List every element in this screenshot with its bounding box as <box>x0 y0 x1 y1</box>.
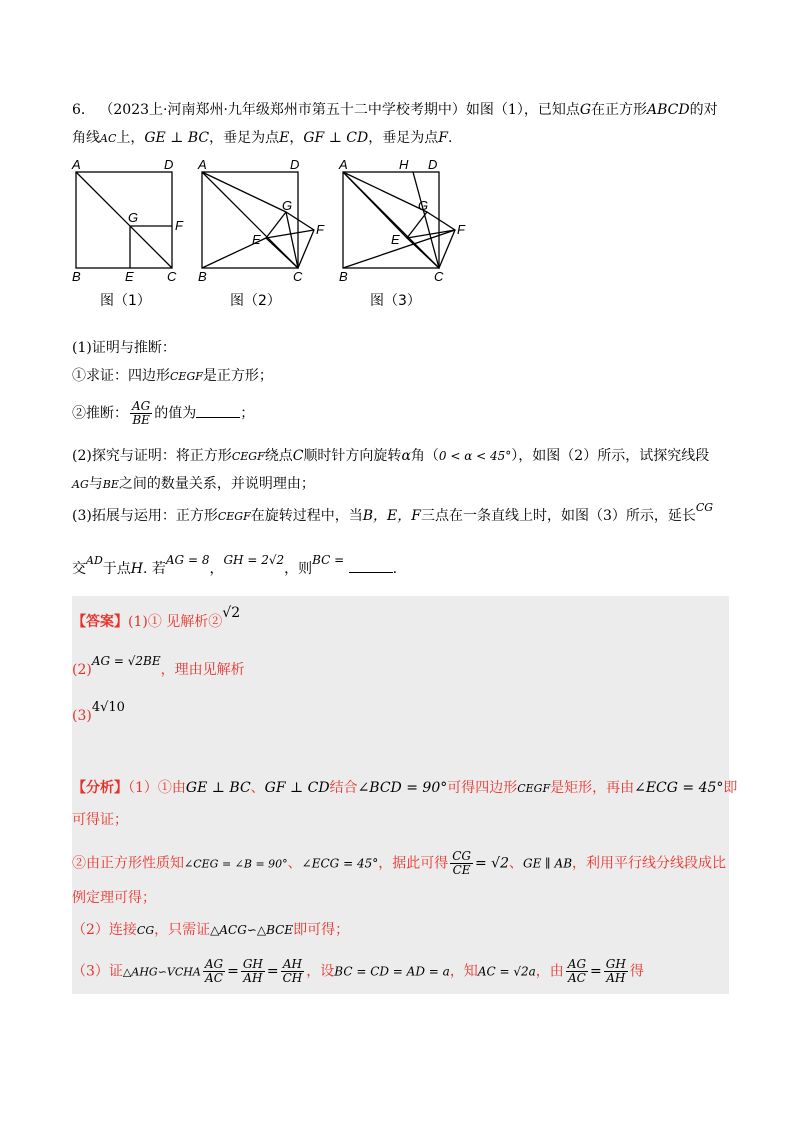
analysis-line-3 <box>72 850 726 877</box>
stem-text: . <box>447 130 453 146</box>
part-text: . 若 <box>142 561 166 577</box>
fraction-numerator: CG <box>452 849 471 863</box>
answer-line-2 <box>72 654 245 680</box>
part-text: 角（ <box>410 448 439 464</box>
question-number: 6． <box>72 102 95 118</box>
fraction-denominator: AH <box>243 971 263 985</box>
stem-text: ，垂足为点 <box>368 130 439 146</box>
math-expr: GE ∥ AB <box>523 856 573 871</box>
analysis-text: 即可得； <box>293 922 350 938</box>
stem-text: ， <box>289 130 304 146</box>
point-label: E <box>279 130 290 146</box>
label-d: D <box>290 158 300 172</box>
square-name: CEGF <box>517 782 551 795</box>
label-b: B <box>72 269 81 283</box>
square-name: CEGF <box>217 510 251 523</box>
math-expr: ∠ECG = 45° <box>301 856 379 871</box>
segment-label: AG <box>72 478 89 491</box>
answer-text: (3) <box>72 708 92 724</box>
analysis-line-2: 可得证； <box>72 812 128 828</box>
fraction-numerator: AH <box>281 958 305 972</box>
fraction-cg-ce <box>450 850 473 877</box>
stem-text: 角线 <box>72 130 100 146</box>
question-line-1 <box>72 100 718 120</box>
part-text: ②推断： <box>72 405 128 422</box>
analysis-text: 、 <box>250 780 265 796</box>
answer-text: (2) <box>72 662 92 678</box>
math-expr: ∠ECG = 45° <box>634 780 724 796</box>
label-a: A <box>198 158 207 172</box>
label-a: A <box>339 158 348 172</box>
analysis-line-4: 例定理可得； <box>72 890 156 906</box>
part-text: 交 <box>72 561 86 577</box>
math-expr: BC = <box>312 553 345 567</box>
analysis-line-5 <box>72 920 349 941</box>
math-expr: GF ⊥ CD <box>264 780 330 796</box>
segment-cg <box>286 212 298 268</box>
analysis-text: 、 <box>287 855 302 872</box>
part-text: 绕点 <box>264 448 293 464</box>
analysis-text: 可得四边形 <box>447 780 518 796</box>
part-text: 之间的数量关系，并说明理由； <box>118 476 315 492</box>
segment-label: CG <box>136 924 155 937</box>
label-g: G <box>418 198 429 213</box>
fraction-denominator: CH <box>282 971 303 985</box>
fraction-numerator: GH <box>242 957 263 971</box>
square-name: CEGF <box>231 450 265 463</box>
label-d: D <box>428 158 438 172</box>
part-text: ； <box>240 405 255 422</box>
question-source: （2023上·河南郑州·九年级郑州市第五十二中学校考期中） <box>99 102 466 118</box>
analysis-text: 即 <box>723 780 738 796</box>
part-text: 顺时针方向旋转 <box>303 448 402 464</box>
analysis-text: 、 <box>509 855 524 872</box>
angle-range: 0 < α < 45° <box>438 449 512 463</box>
segment-label: CG <box>695 501 714 514</box>
answer-value: AG = √2BE <box>91 654 161 668</box>
part-1b <box>72 400 254 427</box>
part-2-line-1 <box>72 446 709 467</box>
label-f: F <box>175 218 183 233</box>
fraction-ag-be <box>130 400 152 427</box>
square-name: ABCD <box>647 102 690 118</box>
part-text: ①求证：四边形 <box>72 368 170 384</box>
stem-text: ，垂足为点 <box>209 130 280 146</box>
fraction-numerator: AG <box>132 399 151 413</box>
label-a: A <box>72 158 81 172</box>
answer-tag: 【答案】 <box>72 614 128 630</box>
answer-line-3 <box>72 700 125 727</box>
segment-ch <box>413 172 439 268</box>
fraction-denominator: AC <box>567 971 586 985</box>
label-f: F <box>457 222 465 237</box>
diagonal-ac <box>76 172 172 268</box>
angle-symbol: α <box>401 448 411 464</box>
answer-blank[interactable] <box>349 558 393 573</box>
label-f: F <box>316 222 324 237</box>
part-3-line-2 <box>72 553 398 580</box>
fraction-denominator: AC <box>205 971 223 985</box>
analysis-text: ，据此可得 <box>378 855 449 872</box>
figure-3 <box>335 158 475 287</box>
math-expr: BC = CD = AD = a <box>334 964 450 979</box>
fraction-numerator: GH <box>605 957 626 971</box>
analysis-line-1 <box>72 778 737 799</box>
fraction-numerator: AG <box>204 957 224 971</box>
analysis-line-6: （3）证△AHG∽VCHA $\frac{AG}{AC}$ = $\frac{GH}{AH}$ = $\frac{AH}{CH}$ ，设BC = CD = AD = a，知AC = √2a，由 $\frac{AG}{AC}$ = $\frac{GH}{AH}$ 得 <box>72 957 644 985</box>
math-expr: GE ⊥ BC <box>144 130 210 146</box>
figure-2 <box>194 158 334 287</box>
analysis-text: ，设 <box>306 963 335 980</box>
label-g: G <box>282 198 293 213</box>
analysis-tag: 【分析】 <box>72 780 128 796</box>
label-h: H <box>399 158 409 172</box>
label-c: C <box>293 269 303 283</box>
analysis-text: ，由 <box>535 963 564 980</box>
part-text: (3)拓展与运用：正方形 <box>72 508 218 524</box>
segment-ae <box>343 172 407 238</box>
square-name: CEGF <box>170 370 203 383</box>
math-expr: = √2 <box>475 855 510 872</box>
label-c: C <box>434 269 444 283</box>
math-expr: GH = 2√2 <box>223 553 285 567</box>
math-expr: ∠BCD = 90° <box>357 780 448 796</box>
label-b: B <box>339 269 348 283</box>
part-text: 与 <box>88 476 103 492</box>
math-expr: AG = 8 <box>165 553 210 567</box>
fraction-denominator: BE <box>132 413 150 427</box>
label-e: E <box>252 232 261 247</box>
point-labels: B，E，F <box>362 508 421 524</box>
question-line-2 <box>72 128 452 149</box>
analysis-text: ②由正方形性质知 <box>72 855 184 872</box>
answer-value: 4√10 <box>91 700 125 715</box>
point-label: H <box>130 561 143 577</box>
segment-label: AC <box>100 132 117 145</box>
segment-label: BE <box>102 478 119 491</box>
stem-text: 上， <box>116 130 145 146</box>
segment-ag <box>202 172 286 212</box>
label-c: C <box>167 269 177 283</box>
stem-text: 的对 <box>689 102 718 118</box>
math-expr: △ACG∽△BCE <box>210 923 294 937</box>
fraction <box>241 958 265 985</box>
part-text: 三点在一条直线上时，如图（3）所示，延长 <box>420 508 696 524</box>
fraction-denominator: CE <box>452 863 471 877</box>
fraction <box>281 958 305 985</box>
analysis-text: （3）证 <box>72 963 123 980</box>
stem-text: 如图（1），已知点 <box>465 102 580 118</box>
part-text: 是正方形； <box>202 368 273 384</box>
part-1-title: (1)证明与推断： <box>72 340 176 356</box>
part-2-line-2 <box>72 474 315 495</box>
figure-2-caption: 图（2） <box>230 293 281 309</box>
label-g: G <box>128 210 139 225</box>
answer-value: √2 <box>222 605 241 621</box>
label-b: B <box>198 269 207 283</box>
analysis-text: ，利用平行线分线段成比 <box>572 855 727 872</box>
analysis-text: 是矩形，再由 <box>550 780 635 796</box>
analysis-text: ，知 <box>449 963 478 980</box>
part-text: ，则 <box>284 561 313 577</box>
fraction <box>203 958 225 985</box>
part-text: (2)探究与证明：将正方形 <box>72 448 232 464</box>
answer-text: (1)① 见解析② <box>128 614 223 630</box>
answer-blank[interactable] <box>196 403 240 418</box>
figure-1 <box>66 158 186 287</box>
point-label: G <box>579 102 592 118</box>
part-1a <box>72 366 273 387</box>
analysis-text: （1）①由 <box>128 780 186 796</box>
stem-text: 在正方形 <box>591 102 648 118</box>
label-e: E <box>125 269 134 283</box>
part-3-line-1 <box>72 501 714 527</box>
math-expr: GE ⊥ BC <box>185 780 251 796</box>
analysis-text: （2）连接 <box>72 922 137 938</box>
part-text: 在旋转过程中，当 <box>250 508 363 524</box>
segment-label: AD <box>86 554 103 567</box>
point-label: C <box>292 448 304 464</box>
part-text: ），如图（2）所示，试探究线段 <box>511 448 710 464</box>
math-expr: ∠CEG = ∠B = 90° <box>184 857 288 871</box>
figure-1-caption: 图（1） <box>100 293 151 309</box>
math-expr: AC = √2a <box>477 964 536 979</box>
diagonal-ac <box>202 172 298 268</box>
answer-line-1 <box>72 605 241 632</box>
part-text: 的值为 <box>154 405 197 422</box>
fraction <box>566 958 588 985</box>
answer-text: ，理由见解析 <box>160 662 245 678</box>
label-e: E <box>391 232 400 247</box>
part-text: ， <box>209 561 224 577</box>
analysis-text: ，只需证 <box>154 922 211 938</box>
math-expr: △AHG∽VCHA <box>122 965 201 979</box>
point-label: F <box>438 130 448 146</box>
fraction-numerator: AG <box>567 957 587 971</box>
label-d: D <box>164 158 174 172</box>
fraction <box>604 958 628 985</box>
analysis-text: 得 <box>629 963 644 980</box>
part-text: 于点 <box>102 561 131 577</box>
part-text: . <box>392 561 398 577</box>
fraction-denominator: AH <box>606 971 626 985</box>
math-expr: GF ⊥ CD <box>303 130 369 146</box>
figure-3-caption: 图（3） <box>370 293 421 309</box>
analysis-text: 结合 <box>329 780 358 796</box>
